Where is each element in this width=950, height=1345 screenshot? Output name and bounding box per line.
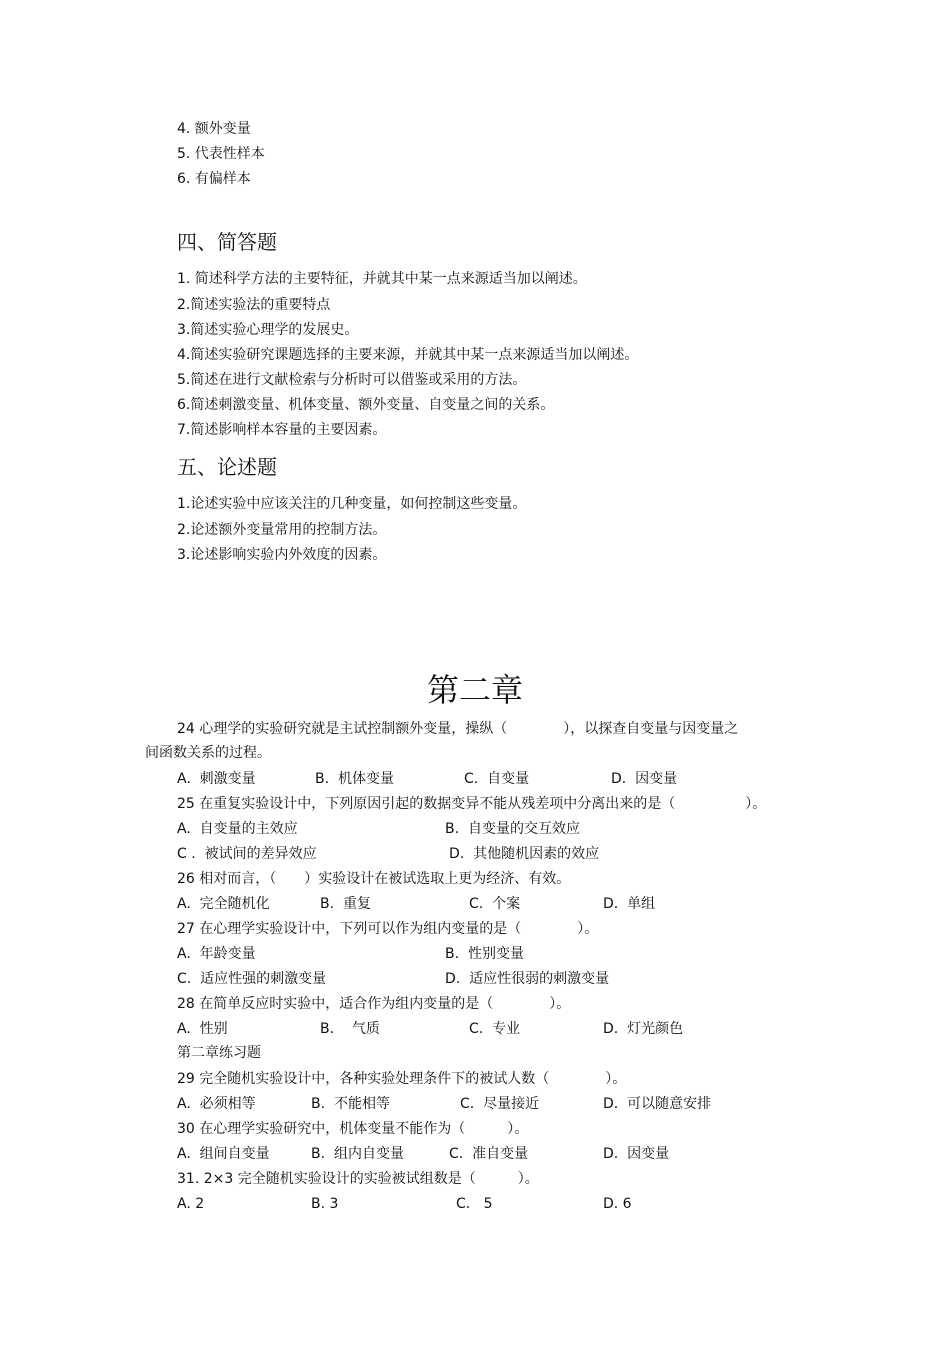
option-b: B. 3 [311, 1196, 339, 1212]
option-c: C. 尽量接近 [460, 1096, 540, 1112]
question-28-text: 28 在简单反应时实验中，适合作为组内变量的是（ ）。 [177, 996, 571, 1012]
option-a: A. 性别 [177, 1021, 228, 1037]
option-b: B. 自变量的交互效应 [445, 821, 580, 837]
option-c: C. 个案 [469, 896, 521, 912]
option-d: D. 灯光颜色 [603, 1021, 684, 1037]
question-27-options-row2 [0, 970, 950, 988]
short-answer-item: 6.简述刺激变量、机体变量、额外变量、自变量之间的关系。 [177, 397, 555, 413]
short-answer-item: 1. 简述科学方法的主要特征，并就其中某一点来源适当加以阐述。 [177, 271, 587, 287]
option-b: B. 不能相等 [311, 1096, 390, 1112]
short-answer-item: 5.简述在进行文献检索与分析时可以借鉴或采用的方法。 [177, 372, 527, 388]
option-c: C. 专业 [469, 1021, 521, 1037]
option-c: C . 被试间的差异效应 [177, 846, 317, 862]
question-31-options [0, 1195, 950, 1213]
option-c: C. 5 [456, 1196, 493, 1212]
question-25-options-row2 [0, 845, 950, 863]
short-answer-item: 2.简述实验法的重要特点 [177, 297, 331, 313]
question-27-options-row1 [0, 945, 950, 963]
option-a: A. 完全随机化 [177, 896, 270, 912]
chapter-title: 第二章 [426, 671, 523, 709]
option-c: C. 准自变量 [449, 1146, 529, 1162]
option-c: C. 适应性强的刺激变量 [177, 971, 327, 987]
section-heading-essay: 五、论述题 [177, 455, 277, 479]
question-24-text-continued: 间函数关系的过程。 [145, 745, 271, 761]
short-answer-item: 4.简述实验研究课题选择的主要来源，并就其中某一点来源适当加以阐述。 [177, 347, 639, 363]
essay-item: 3.论述影响实验内外效度的因素。 [177, 547, 387, 563]
option-d: D. 因变量 [611, 771, 678, 787]
option-c: C. 自变量 [464, 771, 530, 787]
option-a: A. 2 [177, 1196, 205, 1212]
option-d: D. 可以随意安排 [603, 1096, 712, 1112]
section-heading-short-answer: 四、简答题 [177, 230, 277, 254]
question-29-text: 29 完全随机实验设计中，各种实验处理条件下的被试人数（ ）。 [177, 1071, 627, 1087]
option-a: A. 必须相等 [177, 1096, 256, 1112]
question-31-text: 31. 2×3 完全随机实验设计的实验被试组数是（ ）。 [177, 1171, 539, 1187]
question-29-options [0, 1095, 950, 1113]
option-a: A. 组间自变量 [177, 1146, 270, 1162]
option-d: D. 其他随机因素的效应 [449, 846, 600, 862]
question-26-text: 26 相对而言，（ ）实验设计在被试选取上更为经济、有效。 [177, 871, 571, 887]
essay-item: 2.论述额外变量常用的控制方法。 [177, 522, 387, 538]
option-d: D. 因变量 [603, 1146, 670, 1162]
question-24-options [0, 770, 950, 788]
question-25-text: 25 在重复实验设计中，下列原因引起的数据变异不能从残差项中分离出来的是（ ）。 [177, 796, 767, 812]
question-30-options [0, 1145, 950, 1163]
option-d: D. 6 [603, 1196, 632, 1212]
term-item: 4. 额外变量 [177, 121, 251, 137]
option-a: A. 刺激变量 [177, 771, 256, 787]
question-26-options [0, 895, 950, 913]
option-b: B. 组内自变量 [311, 1146, 404, 1162]
option-b: B. 机体变量 [315, 771, 394, 787]
term-item: 6. 有偏样本 [177, 171, 251, 187]
exercise-label: 第二章练习题 [177, 1045, 261, 1061]
question-25-options-row1 [0, 820, 950, 838]
option-d: D. 单组 [603, 896, 656, 912]
short-answer-item: 7.简述影响样本容量的主要因素。 [177, 422, 387, 438]
question-28-options [0, 1020, 950, 1038]
option-b: B. 性别变量 [445, 946, 524, 962]
short-answer-item: 3.简述实验心理学的发展史。 [177, 322, 359, 338]
question-30-text: 30 在心理学实验研究中，机体变量不能作为（ ）。 [177, 1121, 529, 1137]
option-a: A. 年龄变量 [177, 946, 256, 962]
option-b: B. 重复 [320, 896, 371, 912]
essay-item: 1.论述实验中应该关注的几种变量，如何控制这些变量。 [177, 496, 527, 512]
question-27-text: 27 在心理学实验设计中，下列可以作为组内变量的是（ ）。 [177, 921, 599, 937]
option-b: B. 气质 [320, 1021, 380, 1037]
option-a: A. 自变量的主效应 [177, 821, 298, 837]
term-item: 5. 代表性样本 [177, 146, 265, 162]
option-d: D. 适应性很弱的刺激变量 [445, 971, 610, 987]
question-24-text: 24 心理学的实验研究就是主试控制额外变量，操纵（ ），以探查自变量与因变量之 [177, 721, 739, 737]
